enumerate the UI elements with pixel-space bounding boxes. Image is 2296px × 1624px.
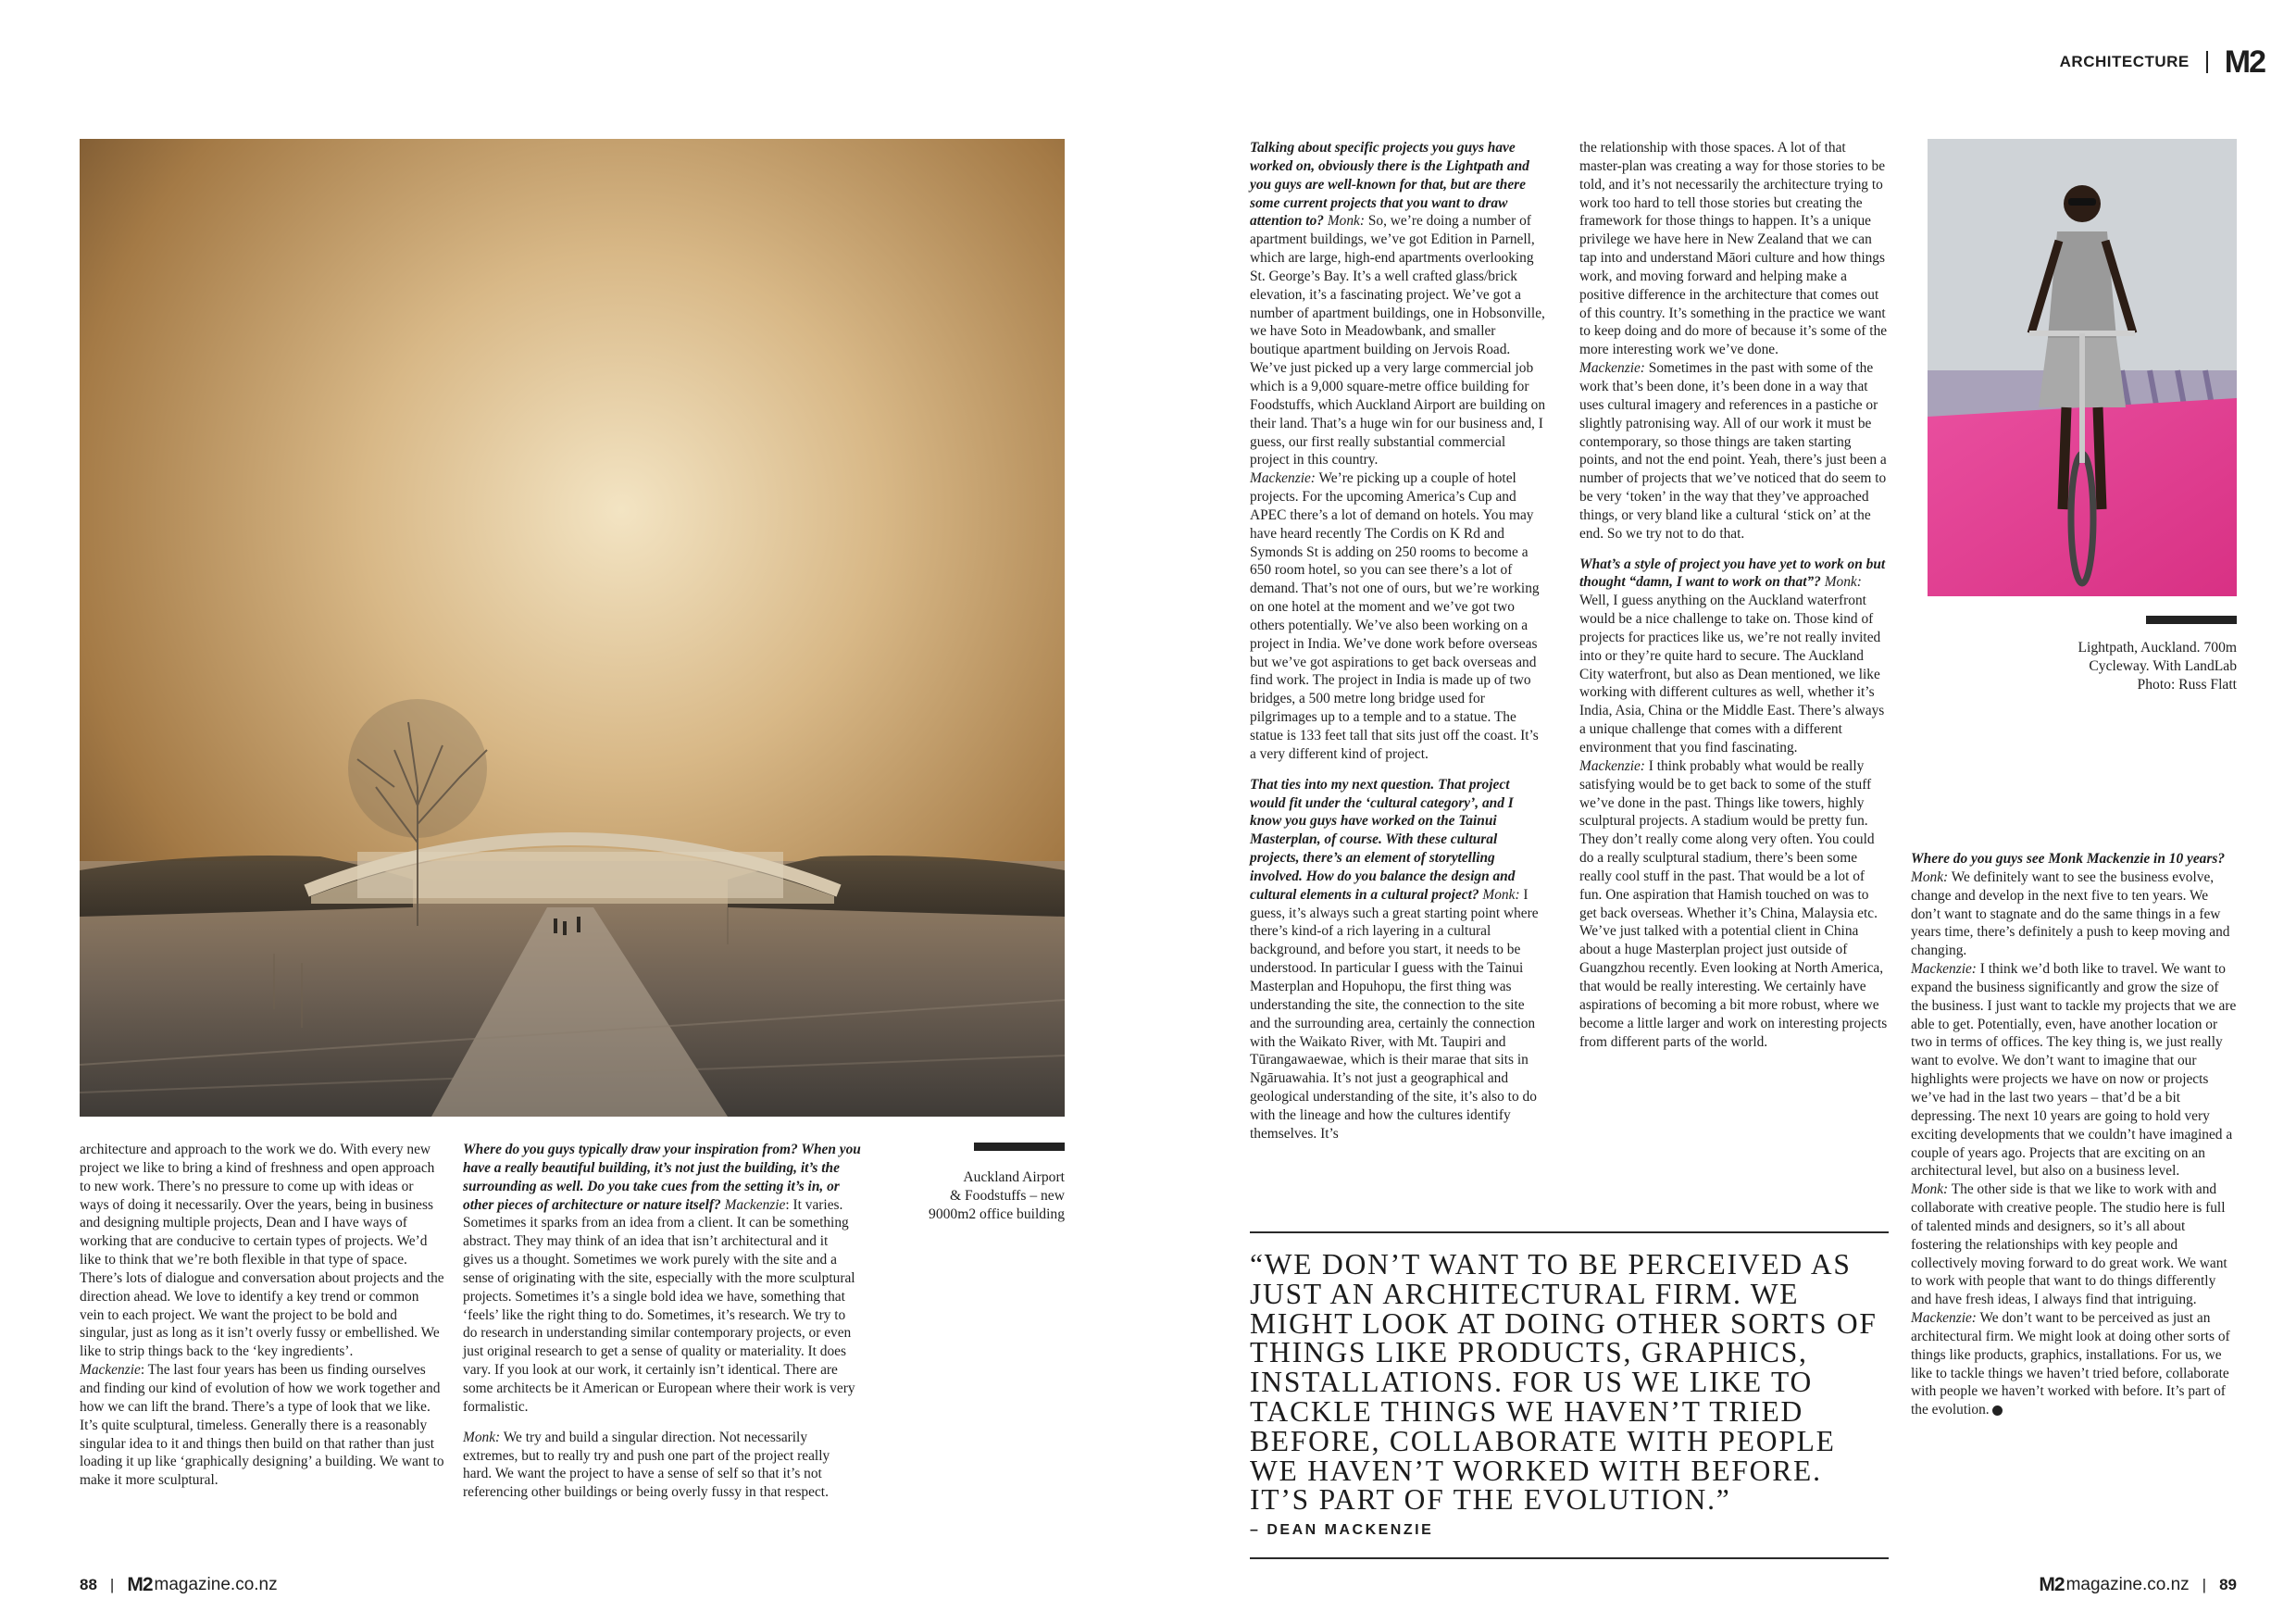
body-column-2 bbox=[463, 1141, 861, 1502]
paragraph bbox=[463, 1429, 861, 1502]
body-column-1 bbox=[80, 1141, 444, 1490]
paragraph-text: We don’t want to be perceived as just an architectural firm. We might look at doing other sorts of things like products, graphics, installations. For us, we like to tackle things we haven’t tried before, collaborate with people we haven’t worked with before. It’s part of the evolution. bbox=[1911, 1310, 2230, 1418]
speaker-name: Mackenzie bbox=[80, 1362, 141, 1379]
paragraph-text: the relationship with those spaces. A lot of that master-plan was creating a way for those stories to be told, and it’s not necessarily the architecture trying to work too hard to tell those stories but creating the framework for those things to happen. It’s a unique privilege we have here in New Zealand that we can tap into and understand Māori culture and how things work, and moving forward and helping make a positive difference in the architecture that comes out of this country. It’s something in the practice we want to keep doing and do more of because it’s some of the more interesting work we’ve done. bbox=[1579, 140, 1888, 358]
m2-logo: M2 bbox=[2224, 44, 2265, 80]
paragraph bbox=[80, 1141, 444, 1361]
running-header bbox=[2060, 46, 2265, 78]
paragraph bbox=[1250, 139, 1548, 469]
speaker-name: Mackenzie bbox=[720, 1196, 786, 1213]
paragraph-text: We’re picking up a couple of hotel projects. For the upcoming America’s Cup and APEC there’s a lot of demand on hotels. You may have heard recently The Cordis on K Rd and Symonds St is adding on 250 rooms to become a 650 room hotel, so you can see there’s a lot of demand. That’s not one of ours, but we’re working on one hotel at the moment and we’ve got two others potentially. We’ve also been working on a project in India. We’ve done work before overseas but we’ve got aspirations to get back overseas and find work. The project in India is made up of two bridges, a 500 metre long bridge used for pilgrimages up to a temple and to a statue. The statue is 133 feet tall that sits just off the coast. It’s a very different kind of project. bbox=[1250, 470, 1540, 762]
paragraph bbox=[1579, 757, 1889, 1052]
footer-logo-right: M2 bbox=[2039, 1574, 2065, 1595]
paragraph-text: : The last four years has been us finding ourselves and finding our kind of evolution of how we work together and how we can lift the brand. There’s a type of look that we like. It’s quite sculptural, timeless. Generally there is a reasonably singular idea to it and things then build on that rather than just loading it up like ‘graphically designing’ a building. We want to make it more sculptural. bbox=[80, 1362, 444, 1489]
paragraph-text: Sometimes in the past with some of the work that’s been done, it’s been done in a way that uses cultural imagery and references in a pastiche or slightly patronising way. All of our work it must be contemporary, so those things are taken starting points, and not the end point. Yeah, there’s just been a number of projects that we’ve noticed that do seem to be very ‘token’ in the way that they’ve approached things, or very bland like a cultural ‘stick on’ at the end. So we try not to do that. bbox=[1579, 360, 1887, 542]
caption-marker bbox=[974, 1143, 1065, 1151]
footer-site-left: magazine.co.nz bbox=[154, 1575, 278, 1594]
bike-caption: Lightpath, Auckland. 700m Cycleway. With LandLab Photo: Russ Flatt bbox=[2078, 640, 2237, 693]
interview-question: Where do you guys see Monk Mackenzie in 10 years? bbox=[1911, 851, 2226, 867]
paragraph-text: We try and build a singular direction. Not necessarily extremes, but to really try and push one part of the project really hard. We want the project to have a sense of self so that it’s not referencing other buildings or being overly fussy in that respect. bbox=[463, 1429, 830, 1501]
footer-left bbox=[80, 1574, 278, 1596]
hero-image-airport-building bbox=[80, 139, 1065, 1117]
pull-quote-top-rule bbox=[1250, 1231, 1889, 1233]
speaker-name: Mackenzie: bbox=[1579, 757, 1645, 774]
speaker-name: Mackenzie: bbox=[1911, 1310, 1977, 1327]
footer-divider: | bbox=[2202, 1576, 2207, 1593]
section-label: ARCHITECTURE bbox=[2059, 53, 2190, 70]
interview-question: What’s a style of project you have yet to work on but thought “damn, I want to work on that”? bbox=[1579, 556, 1886, 591]
lightpath-cyclist-photo bbox=[1928, 139, 2237, 596]
paragraph bbox=[463, 1141, 861, 1417]
end-of-article-icon bbox=[1992, 1405, 2003, 1416]
speaker-name: Monk: bbox=[1479, 886, 1520, 903]
paragraph bbox=[1579, 139, 1889, 359]
paragraph-text: So, we’re doing a number of apartment buildings, we’ve got Edition in Parnell, which are large, high-end apartments overlooking St. George’s Bay. It’s a well crafted glass/brick elevation, it’s a fascinating project. We’ve got a number of apartment buildings, one in Hobsonville, we have Soto in Meadowbank, and smaller boutique apartment building on Jervois Road. We’ve just picked up a very large commercial job which is a 9,000 square-metre office building for Foodstuffs, which Auckland Airport are building on their land. That’s a huge win for our business and, I guess, our first really substantial commercial project in this country. bbox=[1250, 213, 1546, 468]
body-column-4 bbox=[1579, 139, 1889, 1051]
paragraph-text: I think probably what would be really satisfying would be to get back to some of the stuff we’ve done in the past. Things like towers, highly sculptural projects. A stadium would be pretty fun. They don’t really come along very often. You could do a really sculptural stadium, there’s been some really cool stuff in the past. That would be a lot of fun. One aspiration that Hamish touched on was to get back overseas. Whether it’s China, Malaysia etc. We’ve just talked with a potential client in China about a huge Masterplan project just outside of Guangzhou recently. Even looking at North America, that would be really interesting. We certainly have aspirations of becoming a bit more robust, where we become a little larger and work on interesting projects from different parts of the world. bbox=[1579, 757, 1888, 1050]
pull-quote-author: – DEAN MACKENZIE bbox=[1250, 1522, 1434, 1538]
interview-question: Where do you guys typically draw your inspiration from? When you have a really beautiful building, it’s not just the building, it’s the surrounding as well. Do you take cues from the setting it’s in, or other pieces of architecture or nature itself? bbox=[463, 1142, 861, 1213]
speaker-name: Monk: bbox=[1911, 868, 1949, 885]
interview-question: That ties into my next question. That project would fit under the ‘cultural category’, and I know you guys have worked on the Tainui Masterplan, of course. With these cultural projects, there’s an element of storytelling involved. How do you balance the design and cultural elements in a cultural project? bbox=[1250, 776, 1516, 903]
paragraph bbox=[1250, 776, 1548, 1143]
paragraph-text: We definitely want to see the business evolve, change and develop in the next five to ten years. We don’t want to stagnate and do the same things in a few years time, there’s definitely a push to keep moving and changing. bbox=[1911, 868, 2230, 959]
speaker-name: Monk: bbox=[1820, 574, 1862, 591]
speaker-name: Mackenzie: bbox=[1579, 360, 1645, 377]
body-column-3 bbox=[1250, 139, 1548, 1143]
paragraph-text: : It varies. Sometimes it sparks from an idea from a client. It can be something abstract. They may think of an idea that isn’t architectural and it gives us a thought. Sometimes we work purely with the site and a sense of originating with the site, especially with the more sculptural projects. Sometimes it’s a single bold idea we have, something that ‘feels’ like the right thing to do. Sometimes, it’s research. We try to do research in understanding similar contemporary projects, or even just original research to get a sense of quality or materiality. It does vary. If you look at our work, it certainly isn’t identical. There are some architects be it American or European where their work is very formalistic. bbox=[463, 1196, 855, 1415]
paragraph bbox=[1911, 850, 2237, 960]
page-number-right: 89 bbox=[2219, 1576, 2237, 1593]
paragraph bbox=[1250, 469, 1548, 764]
footer-right bbox=[2039, 1574, 2237, 1596]
paragraph-text: The other side is that we like to work with and collaborate with creative people. The studio here is full of talented minds and designers, so it’s all about fostering the relationships with key people and collectively moving forward to do great work. We want to work with people that want to do things differently and have fresh ideas, I always find that intriguing. bbox=[1911, 1181, 2227, 1308]
paragraph-text: architecture and approach to the work we do. With every new project we like to bring a kind of freshness and open approach to new work. There’s no pressure to come up with ideas or ways of doing it necessarily. Over the years, being in business and designing multiple projects, Dean and I have ways of working that are conducive to certain types of projects. We’d like to think that we’re both flexible in that type of space. There’s lots of dialogue and conversation about projects and the direction ahead. We love to identify a key trend or common vein to each project. We want the project to be bold and singular, just as long as it isn’t overly fussy or embellished. We like to strip things back to the ‘key ingredients’. bbox=[80, 1142, 444, 1360]
speaker-name: Monk: bbox=[1911, 1181, 1949, 1198]
footer-divider: | bbox=[109, 1576, 115, 1593]
speaker-name: Mackenzie: bbox=[1911, 961, 1977, 978]
paragraph bbox=[1579, 359, 1889, 543]
interview-question: Talking about specific projects you guys have worked on, obviously there is the Lightpath and you guys are well-known for that, but are there some current projects that you want to draw attention to? bbox=[1250, 140, 1529, 230]
paragraph bbox=[1911, 960, 2237, 1181]
footer-site-right: magazine.co.nz bbox=[2065, 1575, 2190, 1594]
paragraph bbox=[80, 1361, 444, 1490]
hero-render-svg bbox=[80, 139, 1065, 1117]
paragraph bbox=[1911, 1181, 2237, 1309]
body-column-5 bbox=[1911, 850, 2237, 1419]
paragraph bbox=[1911, 1309, 2237, 1419]
paragraph-text: I think we’d both like to travel. We want to expand the business significantly and grow the size of the business. I just want to tackle my projects that we are able to get. Potentially, even, have another location or two in terms of offices. The key thing is, we just really want to evolve. We don’t want to imagine that our highlights were projects we have on now or projects we’ve had in the last two years – that’d be a bit depressing. The next 10 years are going to hold very exciting developments that we couldn’t have imagined a couple of years ago. Projects that are exciting on an architectural level, but also on a business level. bbox=[1911, 961, 2237, 1180]
hero-caption: Auckland Airport & Foodstuffs – new 9000m2 office building bbox=[929, 1169, 1065, 1222]
pull-quote-bottom-rule bbox=[1250, 1557, 1889, 1559]
header-divider bbox=[2206, 51, 2208, 73]
paragraph-text: I guess, it’s always such a great starting point where there’s kind-of a rich layering in a cultural background, and before you start, it needs to be understood. In particular I guess with the Tainui Masterplan and Hopuhopu, the first thing was understanding the site, the connection to the site and the surrounding area, certainly the connection with the Waikato River, with Mt. Taupiri and Tūrangawaewae, which is their marae that sits in Ngāruawahia. It’s not just a geographical and geological understanding of the site, it’s also to do with the lineage and how the cultures identify themselves. It’s bbox=[1250, 886, 1539, 1142]
speaker-name: Mackenzie: bbox=[1250, 470, 1316, 487]
pull-quote: “WE DON’T WANT TO BE PERCEIVED AS JUST AN ARCHITECTURAL FIRM. WE MIGHT LOOK AT DOING OTHER SORTS OF THINGS LIKE PRODUCTS, GRAPHICS, INSTALLATIONS. FOR US WE LIKE TO TACKLE THINGS WE HAVEN’T TRIED BEFORE, COLLABORATE WITH PEOPLE WE HAVEN’T WORKED WITH BEFORE. IT’S PART OF THE EVOLUTION.” bbox=[1250, 1248, 1878, 1517]
caption-marker bbox=[2146, 616, 2237, 624]
paragraph-text: Well, I guess anything on the Auckland waterfront would be a nice challenge to take on. Those kind of projects for practices like us, we’re not really invited into or they’re quite hard to secure. The Auckland City waterfront, but also as Dean mentioned, we like working with different cultures as well, whether it’s India, Asia, China or the Middle East. There’s always a unique challenge that comes with a different environment that you find fascinating. bbox=[1579, 593, 1885, 756]
lightpath-photo-svg bbox=[1928, 139, 2237, 596]
page-number-left: 88 bbox=[80, 1576, 97, 1593]
paragraph bbox=[1579, 556, 1889, 757]
speaker-name: Monk: bbox=[1323, 213, 1365, 230]
speaker-name: Monk: bbox=[463, 1429, 501, 1445]
footer-logo-left: M2 bbox=[127, 1574, 153, 1595]
